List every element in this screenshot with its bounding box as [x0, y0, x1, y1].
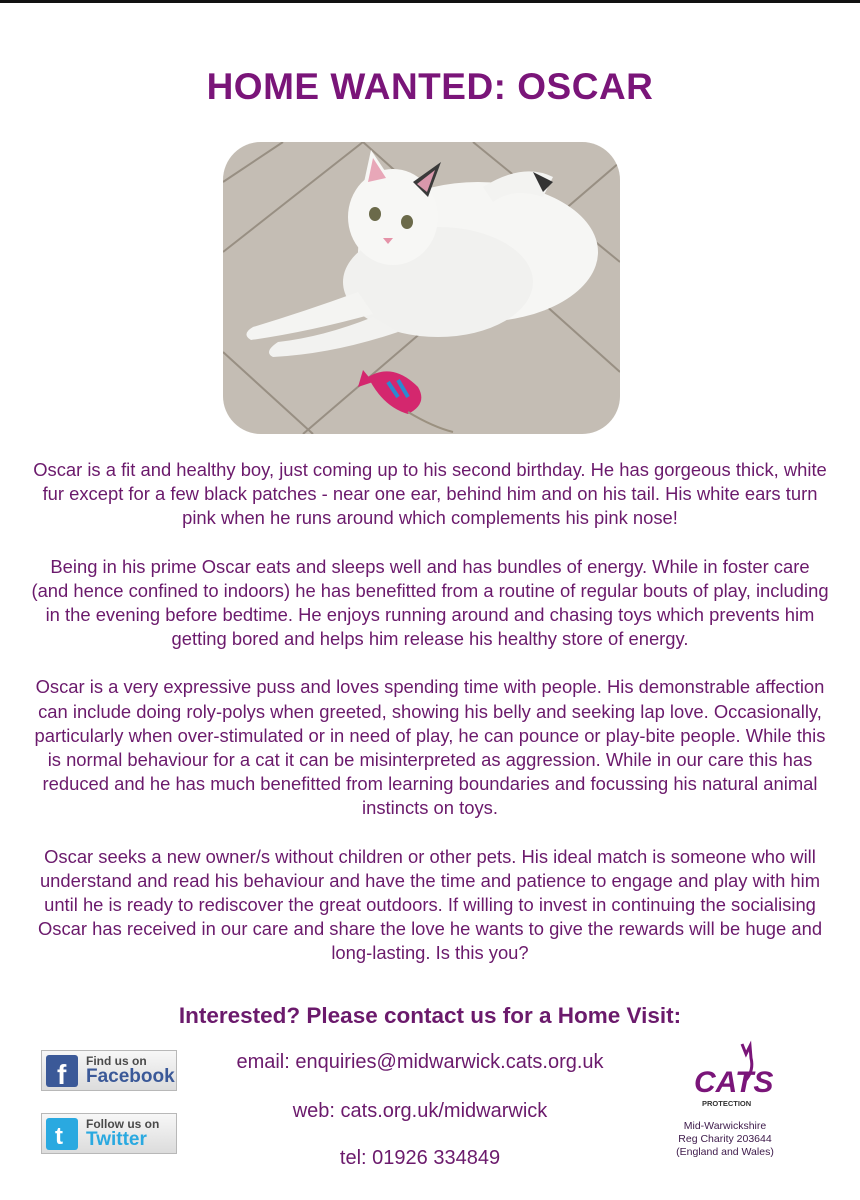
charity-branch: Mid-Warwickshire — [683, 1120, 767, 1132]
twitter-badge-small-text: Follow us on — [86, 1117, 160, 1131]
twitter-icon — [46, 1118, 78, 1150]
facebook-badge-label: Facebook — [86, 1066, 175, 1087]
contact-web[interactable]: web: cats.org.uk/midwarwick — [292, 1100, 548, 1122]
description-paragraph-1: Oscar is a fit and healthy boy, just coming up to his second birthday. He has gorgeous thick, white fur except for a few black patches - near one ear, behind him and on his tail. His white ears turn pink when he runs around which complements his pink nose! — [33, 459, 827, 529]
description-paragraph-3: Oscar is a very expressive puss and loves spending time with people. His demonstrable affection can include doing roly-polys when greeted, showing his belly and seeking lap love. Occasionally, particularly when over-stimulated or in need of play, he can pounce or play-bite people. While this is normal behaviour for a cat it can be misinterpreted as aggression. While in our care this has reduced and he has much benefitted from learning boundaries and focussing his natural animal instincts on toys. — [34, 676, 826, 819]
charity-info — [650, 1120, 800, 1159]
contact-email[interactable]: email: enquiries@midwarwick.cats.org.uk — [236, 1051, 604, 1073]
description — [30, 458, 830, 990]
logo-text: CATS — [694, 1066, 774, 1099]
top-border-line — [0, 0, 860, 3]
contact-tel[interactable]: tel: 01926 334849 — [339, 1147, 501, 1169]
charity-jurisdiction: (England and Wales) — [676, 1146, 774, 1158]
description-paragraph-4: Oscar seeks a new owner/s without children or other pets. His ideal match is someone who will understand and read his behaviour and have the time and patience to engage and play with him until he is ready to rediscover the great outdoors. If willing to invest in continuing the socialising Oscar has received in our care and share the love he wants to give the rewards will be huge and long-lasting. Is this you? — [37, 845, 823, 964]
svg-text:t: t — [55, 1123, 63, 1150]
charity-reg-number: Reg Charity 203644 — [678, 1133, 772, 1145]
facebook-badge-small-text: Find us on — [86, 1054, 147, 1068]
cats-protection-logo — [680, 1040, 775, 1112]
twitter-badge-label: Twitter — [86, 1129, 147, 1150]
logo-tagline: PROTECTION — [702, 1099, 752, 1108]
twitter-badge[interactable] — [41, 1113, 177, 1154]
svg-text:f: f — [57, 1059, 67, 1087]
cat-photo — [223, 142, 620, 434]
facebook-badge[interactable] — [41, 1050, 177, 1091]
page-title: HOME WANTED: OSCAR — [206, 66, 654, 107]
facebook-icon — [46, 1055, 78, 1087]
contact-heading: Interested? Please contact us for a Home Visit: — [178, 1003, 682, 1028]
description-paragraph-2: Being in his prime Oscar eats and sleeps well and has bundles of energy. While in foster care (and hence confined to indoors) he has benefitted from a routine of regular bouts of play, including in the evening before bedtime. He enjoys running around and chasing toys which prevents him getting bored and helps him release his healthy store of energy. — [31, 555, 829, 650]
cat-photo-illustration — [223, 142, 620, 434]
